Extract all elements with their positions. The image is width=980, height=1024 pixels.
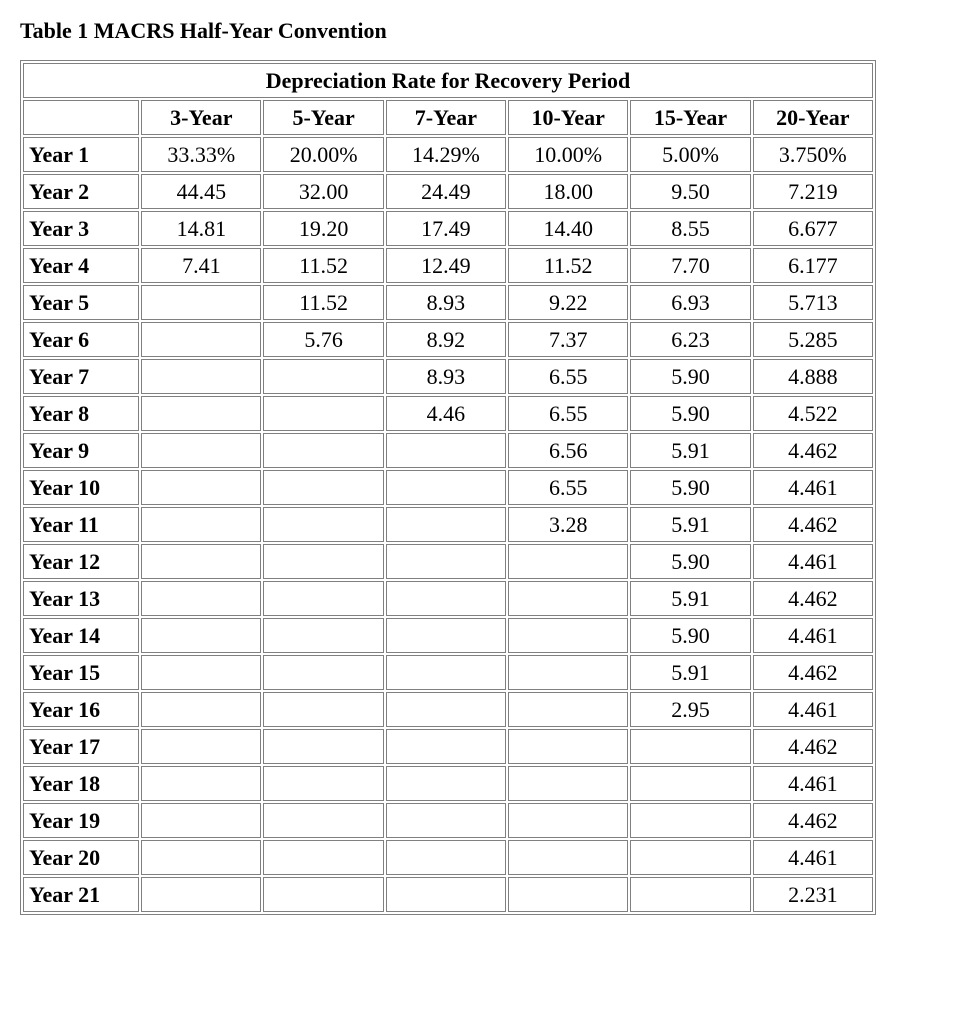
- rate-cell: [141, 544, 261, 579]
- rate-cell: [386, 877, 506, 912]
- rate-cell: 7.70: [630, 248, 750, 283]
- row-label: Year 5: [23, 285, 139, 320]
- rate-cell: 4.888: [753, 359, 873, 394]
- rate-cell: 44.45: [141, 174, 261, 209]
- rate-cell: 9.22: [508, 285, 628, 320]
- group-header-row: [23, 63, 873, 98]
- rate-cell: 4.461: [753, 618, 873, 653]
- rate-cell: [141, 766, 261, 801]
- rate-cell: [141, 618, 261, 653]
- rate-cell: 10.00%: [508, 137, 628, 172]
- rate-cell: [386, 618, 506, 653]
- table-row: [23, 211, 873, 246]
- rate-cell: [386, 581, 506, 616]
- row-label: Year 1: [23, 137, 139, 172]
- rate-cell: 8.93: [386, 359, 506, 394]
- rate-cell: [263, 507, 383, 542]
- column-header: 20-Year: [753, 100, 873, 135]
- rate-cell: [263, 803, 383, 838]
- rate-cell: [263, 729, 383, 764]
- row-label: Year 11: [23, 507, 139, 542]
- row-label: Year 21: [23, 877, 139, 912]
- rate-cell: [386, 433, 506, 468]
- rate-cell: [141, 803, 261, 838]
- row-label: Year 7: [23, 359, 139, 394]
- rate-cell: [263, 396, 383, 431]
- rate-cell: [263, 655, 383, 690]
- rate-cell: [141, 692, 261, 727]
- rate-cell: [630, 766, 750, 801]
- rate-cell: 7.37: [508, 322, 628, 357]
- table-row: [23, 470, 873, 505]
- rate-cell: [508, 544, 628, 579]
- rate-cell: [508, 766, 628, 801]
- table-row: [23, 285, 873, 320]
- table-row: [23, 692, 873, 727]
- rate-cell: 33.33%: [141, 137, 261, 172]
- rate-cell: 5.91: [630, 507, 750, 542]
- column-header: 3-Year: [141, 100, 261, 135]
- rate-cell: 6.177: [753, 248, 873, 283]
- rate-cell: [386, 840, 506, 875]
- rate-cell: [508, 877, 628, 912]
- rate-cell: 5.90: [630, 359, 750, 394]
- rate-cell: 20.00%: [263, 137, 383, 172]
- rate-cell: 14.40: [508, 211, 628, 246]
- row-label: Year 18: [23, 766, 139, 801]
- rate-cell: 11.52: [508, 248, 628, 283]
- row-label: Year 13: [23, 581, 139, 616]
- rate-cell: 6.55: [508, 470, 628, 505]
- rate-cell: [263, 877, 383, 912]
- rate-cell: 11.52: [263, 248, 383, 283]
- rate-cell: 6.56: [508, 433, 628, 468]
- rate-cell: [508, 729, 628, 764]
- table-row: [23, 322, 873, 357]
- rate-cell: [386, 507, 506, 542]
- rate-cell: 2.231: [753, 877, 873, 912]
- rate-cell: 4.462: [753, 507, 873, 542]
- rate-cell: 32.00: [263, 174, 383, 209]
- table-row: [23, 137, 873, 172]
- rate-cell: 6.55: [508, 359, 628, 394]
- rate-cell: [141, 322, 261, 357]
- row-label: Year 19: [23, 803, 139, 838]
- rate-cell: [386, 470, 506, 505]
- column-header: 10-Year: [508, 100, 628, 135]
- rate-cell: [508, 655, 628, 690]
- table-row: [23, 618, 873, 653]
- rate-cell: 11.52: [263, 285, 383, 320]
- rate-cell: 5.00%: [630, 137, 750, 172]
- rate-cell: [386, 766, 506, 801]
- rate-cell: 18.00: [508, 174, 628, 209]
- table-row: [23, 544, 873, 579]
- column-header: 15-Year: [630, 100, 750, 135]
- rate-cell: [263, 692, 383, 727]
- rate-cell: [141, 655, 261, 690]
- table-row: [23, 174, 873, 209]
- rate-cell: [386, 692, 506, 727]
- rate-cell: [263, 840, 383, 875]
- table-row: [23, 877, 873, 912]
- rate-cell: [508, 618, 628, 653]
- rate-cell: 4.46: [386, 396, 506, 431]
- rate-cell: 4.461: [753, 470, 873, 505]
- rate-cell: [508, 581, 628, 616]
- rate-cell: 5.91: [630, 581, 750, 616]
- rate-cell: 19.20: [263, 211, 383, 246]
- rate-cell: 4.462: [753, 655, 873, 690]
- macrs-table: [20, 60, 876, 915]
- rate-cell: 4.461: [753, 544, 873, 579]
- rate-cell: 5.91: [630, 433, 750, 468]
- rate-cell: 5.90: [630, 470, 750, 505]
- rate-cell: 4.461: [753, 840, 873, 875]
- row-label: Year 16: [23, 692, 139, 727]
- rate-cell: [141, 581, 261, 616]
- table-row: [23, 803, 873, 838]
- rate-cell: [263, 433, 383, 468]
- row-label: Year 17: [23, 729, 139, 764]
- column-header-row: [23, 100, 873, 135]
- column-header: 5-Year: [263, 100, 383, 135]
- rate-cell: [263, 544, 383, 579]
- row-label: Year 10: [23, 470, 139, 505]
- rate-cell: 24.49: [386, 174, 506, 209]
- rate-cell: [263, 618, 383, 653]
- rate-cell: [263, 766, 383, 801]
- rate-cell: [386, 729, 506, 764]
- row-label: Year 6: [23, 322, 139, 357]
- rate-cell: 4.461: [753, 692, 873, 727]
- rate-cell: [141, 470, 261, 505]
- table-row: [23, 581, 873, 616]
- row-label: Year 12: [23, 544, 139, 579]
- rate-cell: [386, 544, 506, 579]
- rate-cell: [630, 729, 750, 764]
- rate-cell: 2.95: [630, 692, 750, 727]
- table-row: [23, 359, 873, 394]
- rate-cell: [386, 655, 506, 690]
- macrs-table-container: [20, 60, 876, 915]
- rate-cell: 4.462: [753, 803, 873, 838]
- rate-cell: 7.41: [141, 248, 261, 283]
- table-row: [23, 433, 873, 468]
- rate-cell: 6.677: [753, 211, 873, 246]
- rate-cell: 8.55: [630, 211, 750, 246]
- row-label: Year 8: [23, 396, 139, 431]
- rate-cell: 4.461: [753, 766, 873, 801]
- rate-cell: 6.55: [508, 396, 628, 431]
- table-title: Table 1 MACRS Half-Year Convention: [20, 18, 387, 43]
- rate-cell: 4.522: [753, 396, 873, 431]
- table-row: [23, 396, 873, 431]
- row-label: Year 15: [23, 655, 139, 690]
- rate-cell: 9.50: [630, 174, 750, 209]
- rate-cell: 5.713: [753, 285, 873, 320]
- table-row: [23, 840, 873, 875]
- rate-cell: [508, 692, 628, 727]
- rate-cell: 7.219: [753, 174, 873, 209]
- row-label: Year 14: [23, 618, 139, 653]
- row-label: Year 4: [23, 248, 139, 283]
- rate-cell: 14.81: [141, 211, 261, 246]
- rate-cell: 5.90: [630, 544, 750, 579]
- rate-cell: 8.92: [386, 322, 506, 357]
- rate-cell: 3.750%: [753, 137, 873, 172]
- rate-cell: 4.462: [753, 729, 873, 764]
- rate-cell: [508, 840, 628, 875]
- rate-cell: [263, 470, 383, 505]
- rate-cell: [141, 359, 261, 394]
- rate-cell: 17.49: [386, 211, 506, 246]
- rate-cell: [141, 729, 261, 764]
- rate-cell: [141, 877, 261, 912]
- rate-cell: [630, 803, 750, 838]
- table-row: [23, 248, 873, 283]
- rate-cell: [141, 507, 261, 542]
- row-label: Year 9: [23, 433, 139, 468]
- rate-cell: 5.91: [630, 655, 750, 690]
- table-row: [23, 766, 873, 801]
- table-row: [23, 729, 873, 764]
- rate-cell: 4.462: [753, 433, 873, 468]
- row-label: Year 2: [23, 174, 139, 209]
- rate-cell: [630, 877, 750, 912]
- rate-cell: 5.90: [630, 396, 750, 431]
- rate-cell: 6.23: [630, 322, 750, 357]
- group-header: Depreciation Rate for Recovery Period: [23, 63, 873, 98]
- rate-cell: 5.285: [753, 322, 873, 357]
- rate-cell: [386, 803, 506, 838]
- corner-header-cell: [23, 100, 139, 135]
- row-label: Year 20: [23, 840, 139, 875]
- rate-cell: [141, 285, 261, 320]
- rate-cell: [630, 840, 750, 875]
- rate-cell: [263, 581, 383, 616]
- rate-cell: 12.49: [386, 248, 506, 283]
- rate-cell: 5.90: [630, 618, 750, 653]
- table-body: [23, 137, 873, 912]
- table-row: [23, 655, 873, 690]
- rate-cell: [263, 359, 383, 394]
- row-label: Year 3: [23, 211, 139, 246]
- rate-cell: 5.76: [263, 322, 383, 357]
- rate-cell: [141, 396, 261, 431]
- table-row: [23, 507, 873, 542]
- column-header: 7-Year: [386, 100, 506, 135]
- rate-cell: [508, 803, 628, 838]
- rate-cell: 4.462: [753, 581, 873, 616]
- rate-cell: [141, 840, 261, 875]
- rate-cell: 14.29%: [386, 137, 506, 172]
- rate-cell: 6.93: [630, 285, 750, 320]
- rate-cell: 8.93: [386, 285, 506, 320]
- rate-cell: 3.28: [508, 507, 628, 542]
- rate-cell: [141, 433, 261, 468]
